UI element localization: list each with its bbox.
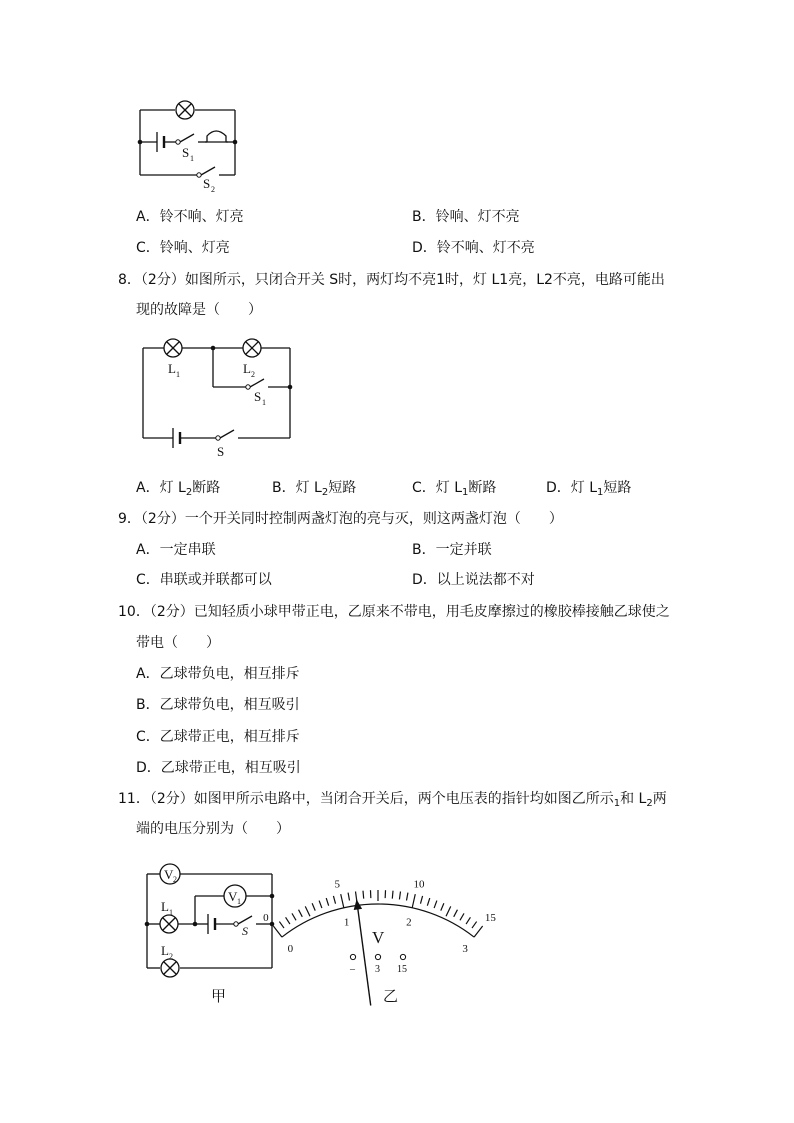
svg-text:1: 1 bbox=[169, 908, 173, 917]
meter-tick bbox=[434, 901, 437, 909]
svg-text:1: 1 bbox=[237, 897, 241, 906]
meter-inner-tick-label: 3 bbox=[462, 943, 468, 956]
meter-tick bbox=[312, 903, 315, 910]
svg-text:2: 2 bbox=[251, 370, 255, 379]
svg-text:1: 1 bbox=[262, 398, 266, 407]
svg-text:2: 2 bbox=[169, 952, 173, 961]
svg-text:L: L bbox=[168, 361, 176, 376]
svg-text:2: 2 bbox=[173, 875, 177, 884]
svg-text:L: L bbox=[243, 361, 251, 376]
q7-option-a: A．铃不响、灯亮 bbox=[136, 209, 244, 225]
q7-s1-label: S bbox=[182, 145, 190, 160]
q11-stem-line2: 端的电压分别为（ ） bbox=[136, 821, 290, 837]
q7-option-d: D．铃不响、灯不亮 bbox=[412, 240, 535, 256]
meter-outer-tick-label: 15 bbox=[484, 912, 496, 925]
svg-text:2: 2 bbox=[211, 185, 215, 194]
meter-inner-tick-label: 2 bbox=[406, 916, 412, 929]
caption-jia: 甲 bbox=[211, 987, 227, 1005]
meter-tick bbox=[446, 906, 451, 916]
q10-option-b: B．乙球带负电，相互吸引 bbox=[136, 697, 300, 713]
q10-stem-line2: 带电（ ） bbox=[136, 635, 220, 651]
meter-outer-tick-label: 10 bbox=[413, 878, 425, 891]
terminal-label-3: 3 bbox=[375, 964, 380, 975]
meter-tick bbox=[299, 910, 303, 917]
svg-text:V: V bbox=[228, 889, 238, 904]
q10-stem-line1: 10．（2分）已知轻质小球甲带正电，乙原来不带电，用毛皮摩擦过的橡胶棒接触乙球使之 bbox=[118, 604, 670, 620]
meter-tick bbox=[356, 891, 357, 899]
terminal-3 bbox=[375, 954, 380, 959]
q8-option-a: A．灯 $L_2$断路 bbox=[136, 480, 221, 498]
q8-option-b: B．灯 $L_2$短路 bbox=[272, 480, 357, 498]
q11-stem-line1: 11．（2分）如图甲所示电路中，当闭合开关后，两个电压表的指针均如图乙所示$_1$和 $L_2$两 bbox=[118, 791, 667, 809]
meter-tick bbox=[319, 901, 322, 909]
meter-tick bbox=[326, 898, 328, 906]
meter-tick bbox=[341, 894, 344, 908]
meter-tick bbox=[441, 903, 444, 910]
svg-text:S: S bbox=[242, 924, 248, 938]
meter-tick bbox=[454, 910, 458, 917]
terminal-label-15: 15 bbox=[397, 964, 407, 975]
meter-tick bbox=[392, 891, 393, 899]
q8-stem-line1: 8．（2分）如图所示，只闭合开关 S时，两灯均不亮1时，灯 L1亮，L2不亮，电路可能出 bbox=[118, 272, 665, 288]
terminal-15 bbox=[400, 954, 405, 959]
q10-option-a: A．乙球带负电，相互排斥 bbox=[136, 666, 300, 682]
svg-text:S: S bbox=[254, 389, 262, 404]
meter-tick bbox=[333, 896, 335, 904]
meter-tick bbox=[427, 898, 429, 906]
q8-option-c: C．灯 $L_1$断路 bbox=[412, 480, 497, 498]
meter-inner-tick-label: 1 bbox=[343, 916, 350, 929]
svg-text:S: S bbox=[217, 444, 225, 459]
meter-tick bbox=[399, 891, 400, 899]
q8-stem-line2: 现的故障是（ ） bbox=[136, 302, 262, 318]
meter-outer-tick-label: 0 bbox=[263, 912, 269, 925]
meter-tick bbox=[363, 891, 364, 899]
meter-tick bbox=[292, 913, 296, 920]
q9-option-c: C．串联或并联都可以 bbox=[136, 572, 272, 588]
meter-tick bbox=[460, 913, 464, 920]
q7-option-c: C．铃响、灯亮 bbox=[136, 240, 230, 256]
meter-pointer bbox=[357, 899, 371, 1005]
meter-tick bbox=[466, 917, 470, 924]
meter-tick bbox=[279, 922, 284, 929]
q10-option-c: C．乙球带正电，相互排斥 bbox=[136, 729, 300, 745]
svg-text:1: 1 bbox=[190, 154, 194, 163]
svg-text:L: L bbox=[161, 943, 169, 958]
q9-option-a: A．一定串联 bbox=[136, 542, 216, 558]
q9-stem: 9．（2分）一个开关同时控制两盏灯泡的亮与灭，则这两盏灯泡（ ） bbox=[118, 511, 563, 527]
meter-tick bbox=[472, 922, 477, 929]
q7-option-b: B．铃响、灯不亮 bbox=[412, 209, 520, 225]
svg-text:L: L bbox=[161, 899, 169, 914]
q10-option-d: D．乙球带正电，相互吸引 bbox=[136, 760, 301, 776]
meter-tick bbox=[412, 894, 415, 908]
q9-option-d: D．以上说法都不对 bbox=[412, 572, 535, 588]
svg-text:1: 1 bbox=[176, 370, 180, 379]
q8-option-d: D．灯 $L_1$短路 bbox=[546, 480, 632, 498]
caption-yi: 乙 bbox=[383, 987, 399, 1005]
meter-tick bbox=[286, 917, 290, 924]
meter-unit: V bbox=[372, 928, 385, 947]
meter-tick bbox=[273, 926, 282, 937]
q9-option-b: B．一定并联 bbox=[412, 542, 492, 558]
meter-inner-tick-label: 0 bbox=[287, 943, 294, 956]
meter-tick bbox=[348, 893, 349, 901]
q7-s2-label: S bbox=[203, 176, 211, 191]
meter-tick bbox=[407, 893, 408, 901]
meter-tick bbox=[474, 926, 483, 937]
meter-outer-tick-label: 5 bbox=[334, 878, 341, 891]
svg-text:V: V bbox=[164, 867, 174, 882]
terminal-label-neg: – bbox=[350, 964, 355, 975]
meter-tick bbox=[420, 896, 422, 904]
terminal-neg bbox=[350, 954, 355, 959]
meter-tick bbox=[305, 906, 310, 916]
